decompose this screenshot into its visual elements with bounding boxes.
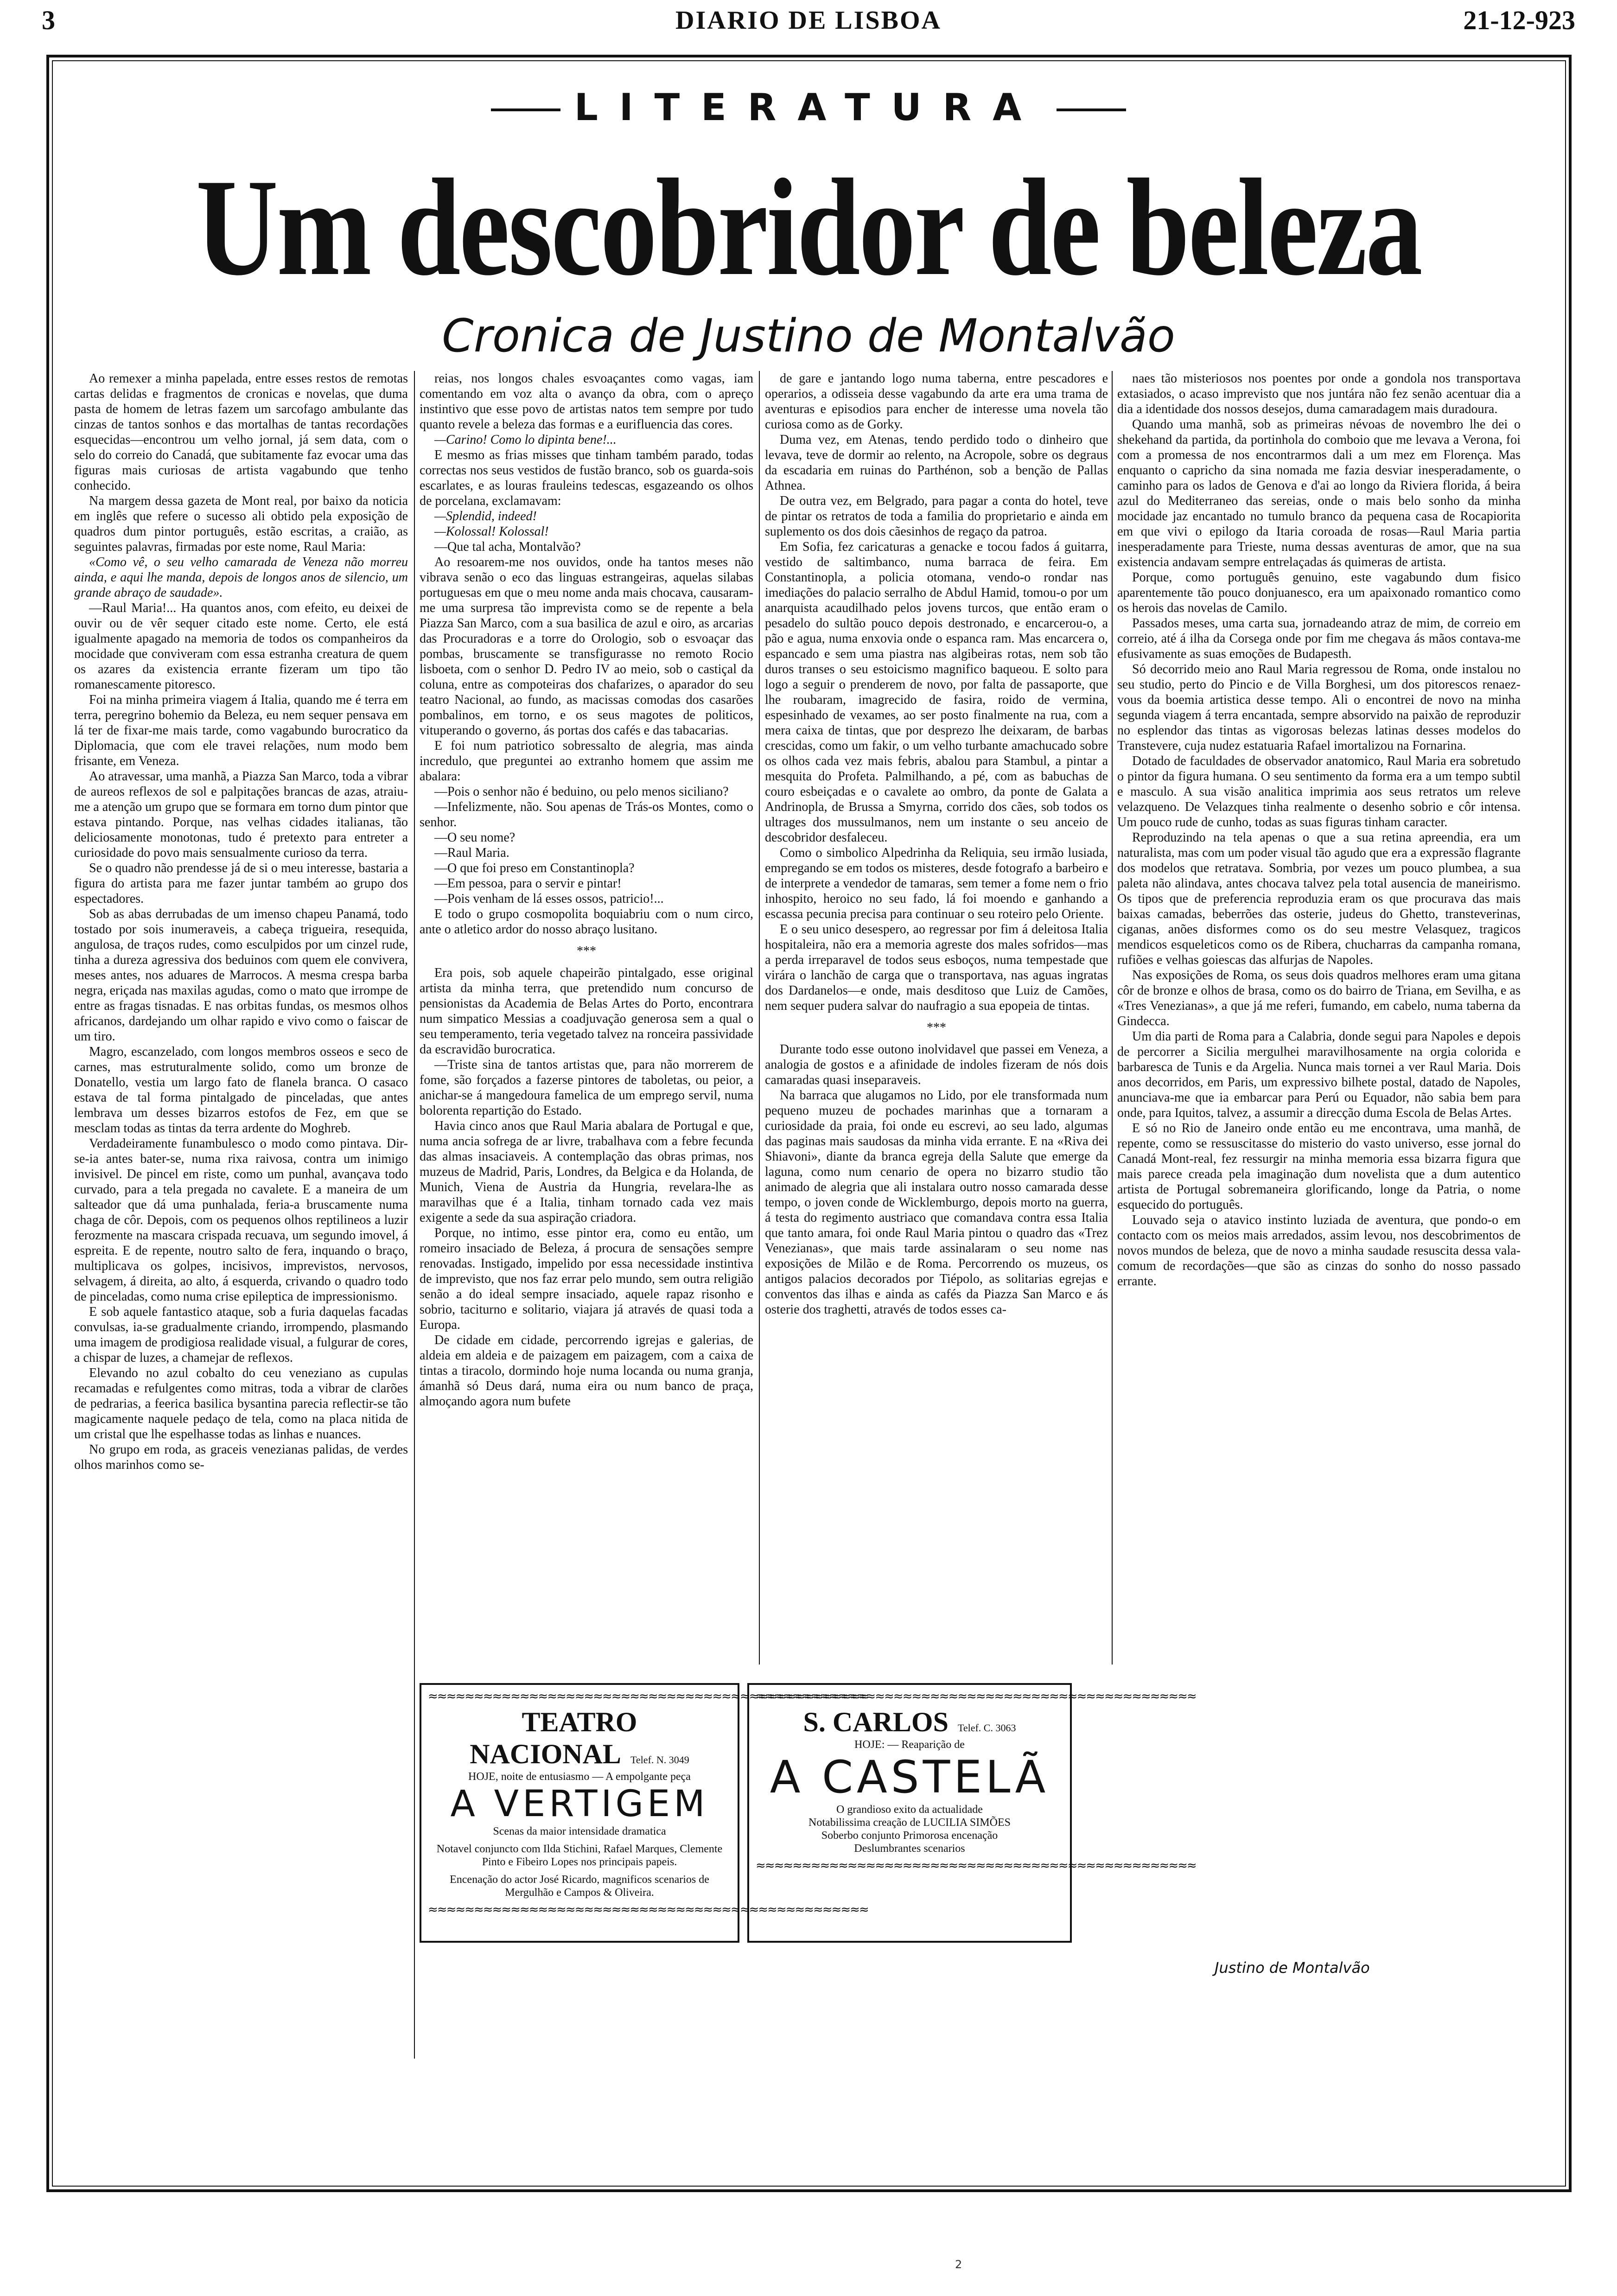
article-paragraph: —Raul Maria. xyxy=(434,846,509,860)
article-paragraph: —Kolossal! Kolossal! xyxy=(434,524,549,539)
article-paragraph: E o seu unico desespero, ao regressar por fim á deleitosa Italia hospitaleira, não era a memoria agreste dos males sofridos—mas a perda irreparavel de todos seus esboços, numa tempestade que virára o lanchão de carga que o transportava, nas aguas ingratas dos Dardanelos—e onde, mais desditoso que Luiz de Camões, nem sequer pudera salvar do naufragio a sua epopeia de tintas. xyxy=(765,922,1108,1013)
article-paragraph: Ao resoarem-me nos ouvidos, onde ha tantos meses não vibrava senão o eco das linguas estrangeiras, aquelas silabas portuguesas em que o meu nome anda mais chocava, causaram-me uma surpresa tão imprevista como se de repente a bela Piazza San Marco, com a sua basilica de azul e oiro, as arcarias das Procuradoras e a torre do Orologio, sob o esvoaçar das pombas, bruscamente se transfigurasse no remoto Rocio lisboeta, com o senhor D. Pedro IV ao meio, sob o castiçal da coluna, entre as compoteiras dos chafarizes, o aparador do seu teatro Nacional, ao fundo, as macissas comodas dos casarões pombalinos, em torno, e os seus magotes de politicos, vituperando o governo, ás portas dos cafés e das tabacarias. xyxy=(420,555,753,738)
article-paragraph: —Em pessoa, para o servir e pintar! xyxy=(434,876,622,891)
article-paragraph: reias, nos longos chales esvoaçantes como vagas, iam comentando em voz alta o avanço da obra, com o apreço instintivo que esse povo de artistas natos tem sempre por tudo quanto revele a beleza das formas e a eurifluencia das cores. xyxy=(420,371,753,432)
article-paragraph: —Pois o senhor não é beduino, ou pelo menos siciliano? xyxy=(434,784,729,799)
article-paragraph: Ao atravessar, uma manhã, a Piazza San Marco, toda a vibrar de aureos reflexos de sol e palpitações brancas de azas, atraiu-me a atenção um grupo que se formara em torno dum pintor que estava pintando. Porque, nas velhas cidades italianas, tão deliciosamente monotonas, tudo é pretexto para entreter a curiosidade do povo mais sensualmente curioso da terra. xyxy=(74,769,408,860)
ad-line: O grandioso exito da actualidade xyxy=(836,1804,983,1816)
column-rule xyxy=(759,371,760,1665)
article-paragraph: Só decorrido meio ano Raul Maria regressou de Roma, onde instalou no seu studio, perto do Pincio e de Villa Borghesi, um dos pitorescos renaez-vous da boemia artistica desse tempo. Ali o encontrei de novo na minha segunda viagem á terra encantada, sempre absorvido na paixão de reproduzir no esplendor das tintas as vigorosas belezas latinas desses modelos do Transtevere, cuja nudez estatuaria Rafael imortalizou na Fornarina. xyxy=(1117,662,1521,753)
article-paragraph: Elevando no azul cobalto do ceu veneziano as cupulas recamadas e refulgentes como mitras, toda a vibrar de clarões de pedrarias, a feerica basilica bysantina parecia reflectir-se tão magicamente naquele pedaço de tela, como na placa nitida de um cristal que lhe espelhasse todas as linhas e nuances. xyxy=(74,1366,408,1441)
article-paragraph: —Splendid, indeed! xyxy=(434,509,537,523)
ad-show-title: A CASTELÃ xyxy=(770,1751,1050,1803)
author-signature: Justino de Montalvão xyxy=(1215,1959,1370,1977)
article-paragraph: Foi na minha primeira viagem á Italia, quando me é terra em terra, peregrino bohemio da Beleza, eu nem sequer pensava em lá ter de fixar-me mais tarde, como vagabundo burocratico da Diplomacia, que com ele travei relações, num modo bem frisante, em Veneza. xyxy=(74,693,408,768)
section-break-stars: *** xyxy=(577,944,596,958)
ad-border-ornament: ≈≈≈≈≈≈≈≈≈≈≈≈≈≈≈≈≈≈≈≈≈≈≈≈≈≈≈≈≈≈≈≈≈≈≈≈≈≈≈≈≈≈≈≈≈≈≈≈ xyxy=(428,1903,868,1917)
article-paragraph: Havia cinco anos que Raul Maria abalara de Portugal e que, numa ancia sofrega de ar livre, trabalhava com a febre fecunda das almas insaciaveis. A contemplação das obras primas, nos muzeus de Madrid, Paris, Londres, da Belgica e da Holanda, de Munich, Viena de Austria da Hungria, revelara-lhe as maravilhas que é a Italia, tinham tornado cada vez mais exigente a sede da sua aspiração criadora. xyxy=(420,1119,753,1225)
article-paragraph: E foi num patriotico sobressalto de alegria, mas ainda incredulo, que preguntei ao extranho homem que assim me abalara: xyxy=(420,739,753,784)
ad-border-ornament: ≈≈≈≈≈≈≈≈≈≈≈≈≈≈≈≈≈≈≈≈≈≈≈≈≈≈≈≈≈≈≈≈≈≈≈≈≈≈≈≈≈≈≈≈≈≈≈≈ xyxy=(756,1690,1196,1703)
article-paragraph: Ao remexer a minha papelada, entre esses restos de remotas cartas delidas e fragmentos de cronicas e novelas, que duma pasta de homem de letras fazem um sarcofago ambulante das cinzas de tantos sonhos e das mortalhas de tantas recordações esquecidas—encontrou um velho jornal, já sem data, com o selo do correio do Canadá, que subitamente faz evocar uma das figuras mais curiosas de artista vagabundo que tenho conhecido. xyxy=(74,371,408,493)
article-column-3 xyxy=(765,371,1108,1665)
article-paragraph: Verdadeiramente funambulesco o modo como pintava. Dir-se-ia antes bater-se, numa rixa raivosa, contra um inimigo invisivel. De pincel em riste, como um punhal, avançava todo curvado, para a tela pregada no cavalete. E a maneira de um salteador que dá uma punhalada, feria-a bruscamente numa chaga de côr. Depois, com os pequenos olhos reptilineos a luzir ferozmente na mascara crispada recuava, um segundo imovel, á espreita. E de repente, noutro salto de fera, inquando o braço, multiplicava os golpes, incisivos, imprevistos, nervosos, selvagem, á direita, ao alto, á esquerda, crivando o quadro todo de pinceladas, como numa crise epileptica de impressionismo. xyxy=(74,1136,408,1304)
ad-telephone: Telef. C. 3063 xyxy=(957,1722,1016,1734)
article-paragraph: —Triste sina de tantos artistas que, para não morrerem de fome, são forçados a fazerse pintores de taboletas, ou peior, a anichar-se á mangedoura famelica de um emprego servil, numa bolorenta repartição do Estado. xyxy=(420,1058,753,1118)
article-paragraph: Durante todo esse outono inolvidavel que passei em Veneza, a analogia de gostos e a afinidade de indoles fizeram de nós dois camaradas quasi inseparaveis. xyxy=(765,1042,1108,1087)
article-paragraph: Passados meses, uma carta sua, jornadeando atraz de mim, de correio em correio, até á ilha da Corsega onde por fim me chegava ás mãos contava-me efusivamente as suas emoções de Budapesth. xyxy=(1117,616,1521,661)
ad-line: Soberbo conjunto Primorosa encenação xyxy=(821,1830,998,1842)
article-paragraph: —Que tal acha, Montalvão? xyxy=(434,540,581,554)
ad-theatre-name: TEATRO NACIONAL xyxy=(470,1707,637,1769)
article-paragraph: Nas exposições de Roma, os seus dois quadros melhores eram uma gitana côr de bronze e olhos de brasa, como os do bairro de Triana, em Sevilha, e as «Tres Venezianas», a que já me referi, fumando, em cabelo, numa taberna da Gindecca. xyxy=(1117,968,1521,1028)
ad-line: Deslumbrantes scenarios xyxy=(854,1843,965,1855)
article-subhead: Cronica de Justino de Montalvão xyxy=(442,310,1175,363)
ad-sao-carlos xyxy=(747,1683,1196,1943)
article-paragraph: Sob as abas derrubadas de um imenso chapeu Panamá, todo tostado por sois inumeraveis, a cabeça trigueira, resequida, angulosa, de traços rudes, como esculpidos por um cinzel rude, tinha a dureza agressiva dos beduinos com quem ele convivera, meses antes, nos aduares de Marrocos. A mesma crespa barba negra, eriçada nas maxilas agudas, como o mato que irrompe de entre as fragas tisnadas. E nas orbitas fundas, os mesmos olhos africanos, dardejando um olhar rapido e vivo como o faiscar de um tiro. xyxy=(74,907,408,1044)
article-column-1 xyxy=(74,371,408,2059)
article-paragraph: Na margem dessa gazeta de Mont real, por baixo da noticia em inglês que refere o sucesso ali obtido pela exposição de quadros dum pintor português, estão escritas, a craião, as seguintes palavras, firmadas por este nome, Raul Maria: xyxy=(74,494,408,554)
article-paragraph: De outra vez, em Belgrado, para pagar a conta do hotel, teve de pintar os retratos de toda a familia do proprietario e ainda em suplemento os dos dois cãesinhos de regaço da patroa. xyxy=(765,494,1108,539)
article-paragraph: —Raul Maria!... Ha quantos anos, com efeito, eu deixei de ouvir ou de vêr sequer citado este nome. Certo, ele está igualmente apagado na memoria de todos os companheiros da mocidade que conviveram com essa estranha creatura de quem os azares da existencia errante fizeram um tipo tão romanescamente pitoresco. xyxy=(74,601,408,692)
section-header xyxy=(0,86,1617,129)
ad-line: HOJE, noite de entusiasmo — A empolgante peça xyxy=(468,1771,691,1783)
section-break-stars: *** xyxy=(927,1020,946,1035)
article-paragraph: Em Sofia, fez caricaturas a genacke e tocou fados á guitarra, vestido de saltimbanco, numa barraca de feira. Em Constantinopla, a policia otomana, vendo-o rondar nas imediações do palacio serralho de Abdul Hamid, tomou-o por um anarquista acaudilhado pelos jovens turcos, que então eram o pesadelo do sultão pouco depois destronado, e encarcerou-o, a pão e agua, numa enxovia onde o espanca ram. Mas encarcera o, espancado e sem uma piastra nas algibeiras rotas, nem sob tão duros transes o seu estoicismo magnifico baqueou. E solto para logo a seguir o prenderem de novo, por falta de passaporte, que lhe roubaram, imagrecido de fasira, roido de vermina, espesinhado de vexames, ao ser posto finalmente na rua, com a mera caixa de tintas, que por desprezo lhe deixaram, de barbas crescidas, como um fakir, o um velho turbante amachucado sobre os olhos cada vez mais febris, abalou para Stambul, a pintar a mesquita do Profeta. Palmilhando, a pé, com as babuchas de couro esbeiçadas e o cavalete ao ombro, da ponte de Galata a Andrinopla, de Brussa a Smyrna, corrido dos cães, sob todos os ultrages dos mussulmanos, nem um instante o seu anceio de descobridor desfaleceu. xyxy=(765,540,1108,845)
article-paragraph: Porque, no intimo, esse pintor era, como eu então, um romeiro insaciado de Beleza, á procura de sensações sempre renovadas. Instigado, impelido por essa necessidade instintiva de imprevisto, que nos faz errar pelo mundo, sem outra religião senão a do ideal sempre insaciado, aquele rapaz risonho e sobrio, taciturno e solitario, viajara já através de quasi toda a Europa. xyxy=(420,1226,753,1332)
page-number: 3 xyxy=(42,5,55,35)
article-paragraph: E mesmo as frias misses que tinham também parado, todas correctas nos seus vestidos de fustão branco, sob os guarda-sois escarlates, e as louras frauleins tedescas, esgazeando os olhos de porcelana, exclamavam: xyxy=(420,448,753,508)
ad-line: Notavel conjuncto com Ilda Stichini, Rafael Marques, Clemente Pinto e Fibeiro Lopes nos principais papeis. xyxy=(436,1843,723,1868)
article-paragraph: —Carino! Como lo dipinta bene!... xyxy=(434,433,617,447)
section-rule-left xyxy=(491,108,560,111)
ad-teatro-nacional xyxy=(420,1683,868,1943)
article-paragraph: —Infelizmente, não. Sou apenas de Trás-os Montes, como o senhor. xyxy=(420,800,753,829)
article-paragraph: «Como vê, o seu velho camarada de Veneza não morreu ainda, e aqui lhe manda, depois de longos anos de silencio, um grande abraço de saudade». xyxy=(74,555,408,600)
ad-line: Notabilissima creação de LUCILIA SIMÕES xyxy=(808,1817,1011,1829)
article-paragraph: No grupo em roda, as graceis venezianas palidas, de verdes olhos marinhos como se- xyxy=(74,1442,408,1472)
article-paragraph: naes tão misteriosos nos poentes por onde a gondola nos transportava extasiados, o acaso imprevisto que nos juntára não fez senão acentuar dia a dia a identidade dos nossos desejos, duma camaradagem mais duradoura. xyxy=(1117,371,1521,416)
ad-telephone: Telef. N. 3049 xyxy=(630,1754,689,1766)
article-paragraph: Louvado seja o atavico instinto luziada de aventura, que pondo-o em contacto com os meios mais arredados, assim levou, nos descobrimentos de novos mundos de beleza, que de novo a minha saudade resuscita dessa vala-comum de recordações—que são as cinzas do sonho do nosso passado errante. xyxy=(1117,1213,1521,1288)
ad-line: HOJE: — Reaparição de xyxy=(854,1739,965,1751)
page-footer-mark: 2 xyxy=(955,2258,962,2271)
article-paragraph: Era pois, sob aquele chapeirão pintalgado, esse original artista da minha terra, que pretendido num concurso de pensionistas da Academia de Belas Artes do Porto, encontrara num simpatico Messias a coadjuvação generosa sem a qual o seu temperamento, teria vegetado talvez na ronceira passividade da escravidão burocratica. xyxy=(420,966,753,1057)
issue-date: 21-12-923 xyxy=(1463,5,1575,35)
article-paragraph: —O seu nome? xyxy=(434,830,516,845)
article-paragraph: E só no Rio de Janeiro onde então eu me encontrava, uma manhã, de repente, como se ressuscitasse do misterio do vasto universo, esse jornal do Canadá Mont-real, fez ressurgir na minha memoria essa bizarra figura que mais parece creada pela imaginação dum novelista que a dum autentico artista de Portugal sobremaneira glorificando, longe da Patria, o nome esquecido do português. xyxy=(1117,1121,1521,1212)
article-paragraph: —Pois venham de lá esses ossos, patricio!... xyxy=(434,892,664,906)
article-headline: Um descobridor de beleza xyxy=(196,150,1421,304)
ad-show-title: A VERTIGEM xyxy=(450,1783,709,1825)
ad-border-ornament: ≈≈≈≈≈≈≈≈≈≈≈≈≈≈≈≈≈≈≈≈≈≈≈≈≈≈≈≈≈≈≈≈≈≈≈≈≈≈≈≈≈≈≈≈≈≈≈≈ xyxy=(756,1859,1196,1873)
article-paragraph: Porque, como português genuino, este vagabundo dum fisico aparentemente tão pouco donjuanesco, era um apaixonado romantico como os herois das novelas de Camilo. xyxy=(1117,570,1521,615)
ad-border-ornament: ≈≈≈≈≈≈≈≈≈≈≈≈≈≈≈≈≈≈≈≈≈≈≈≈≈≈≈≈≈≈≈≈≈≈≈≈≈≈≈≈≈≈≈≈≈≈≈≈ xyxy=(428,1690,868,1703)
article-paragraph: E todo o grupo cosmopolita boquiabriu com o num circo, ante o atletico ardor do nosso abraço lusitano. xyxy=(420,907,753,937)
article-paragraph: Como o simbolico Alpedrinha da Reliquia, seu irmão lusiada, empregando se em todos os misteres, desde fotografo a barbeiro e de interprete a vendedor de tamaras, sem temer a fome nem o frio inhospito, heroico no seu fado, lá foi moendo e ganhando a escassa pecunia precisa para continuar o seu roteiro pelo Oriente. xyxy=(765,846,1108,921)
article-paragraph: Na barraca que alugamos no Lido, por ele transformada num pequeno muzeu de pochades marinhas que a tornaram a curiosidade da praia, foi onde eu escrevi, ao seu lado, algumas das paginas mais saudosas da minha vida errante. E na «Riva dei Shiavoni», diante da branca egreja della Salute que emerge da laguna, como num cenario de opera no bizarro studio tão animado de alegria que ali instalara outro nosso camarada desse tempo, o joven conde de Wicklemburgo, depois morto na guerra, á testa do regimento austriaco que comandava contra essa Italia que tanto amara, foi onde Raul Maria pintou o quadro das «Trez Venezianas», que mais tarde assinalaram o seu nome nas exposições de Milão e de Roma. Percorrendo os muzeus, os antigos palacios decorados por Tiépolo, as solitarias egrejas e conventos das ilhas e ainda as cafés da Piazza San Marco e ás osterie dos traghetti, através de todos esses ca- xyxy=(765,1088,1108,1317)
article-paragraph: Quando uma manhã, sob as primeiras névoas de novembro lhe dei o shekehand da partida, da portinhola do comboio que me levava a Verona, foi com a promessa de nos encontrarmos dali a um mez em Florença. Mas enquanto o capricho da sina nomada me fazia desviar inesperadamente, o caminho para os lados de Genova e d'ai ao longo da Riviera florida, á beira azul do Mediterraneo das sereias, onde o mais belo sonho da minha mocidade jaz encantado no tumulo branco da pequena casa de Rocapiorita em que vivi o epilogo da Itaria coroada de rosas—Raul Maria partia inesperadamente para Trieste, numa dessas aventuras de amor, que na sua existencia andavam sempre entrelaçadas ás quimeras de artista. xyxy=(1117,417,1521,569)
article-paragraph: De cidade em cidade, percorrendo igrejas e galerias, de aldeia em aldeia e de paizagem em paizagem, com a caixa de tintas a tiracolo, dormindo hoje numa locanda ou numa granja, ámanhã só Deus dará, numa eira ou num banco de praça, almoçando agora num bufete xyxy=(420,1333,753,1409)
column-rule xyxy=(1112,371,1113,1665)
section-rule-right xyxy=(1057,108,1126,111)
article-paragraph: —O que foi preso em Constantinopla? xyxy=(434,861,635,875)
article-paragraph: Magro, escanzelado, com longos membros osseos e seco de carnes, mas estruturalmente solido, como um bronze de Donatello, vestia um largo fato de flanela branca. O casaco estava de tal forma pintalgado de pinceladas, que antes lembrava um desses bizarros estofos de Fez, em que se mesclam todas as tintas da terra ardente do Moghreb. xyxy=(74,1045,408,1135)
article-paragraph: E sob aquele fantastico ataque, sob a furia daquelas facadas convulsas, ia-se gradualmente criando, irrompendo, plasmando uma imagem de prodigiosa realidade visual, a fulgurar de cores, a chispar de luzes, a chamejar de reflexos. xyxy=(74,1305,408,1365)
ad-line: Encenação do actor José Ricardo, magnificos scenarios de Mergulhão e Campos & Oliveira. xyxy=(450,1874,709,1899)
ad-theatre-name: S. CARLOS xyxy=(803,1707,949,1737)
section-label: LITERATURA xyxy=(574,86,1043,129)
article-paragraph: Um dia parti de Roma para a Calabria, donde segui para Napoles e depois de percorrer a Sicilia mergulhei maravilhosamente na orgia colorida e barbaresca de Tunis e da Argelia. Nunca mais tornei a ver Raul Maria. Dois anos decorridos, em Paris, um expressivo bilhete postal, datado de Napoles, anunciava-me que ia embarcar para Perú ou Equador, não sabia bem para onde, para Iquitos, talvez, a assumir a direcção duma Escola de Belas Artes. xyxy=(1117,1029,1521,1120)
article-paragraph: Duma vez, em Atenas, tendo perdido todo o dinheiro que levava, teve de dormir ao relento, na Acropole, sobre os degraus da escadaria em ruinas do Parthénon, sob a benção de Pallas Athnea. xyxy=(765,433,1108,493)
article-column-2 xyxy=(420,371,753,1665)
newspaper-title: DIARIO DE LISBOA xyxy=(675,6,942,35)
column-rule xyxy=(414,371,415,2059)
article-paragraph: Reproduzindo na tela apenas o que a sua retina apreendia, era um naturalista, mas com um poder visual tão agudo que era a expressão flagrante dos modelos que retratava. Sombria, por vezes um pouco plumbea, a sua paleta não alindava, antes chocava talvez pela total ausencia de maneirismo. Os tipos que de preferencia reproduzia eram os que procurava das mais baixas camadas, beberrões das osterie, judeus do Ghetto, transteverinas, ciganas, anões disformes como os do seu mestre Velasquez, tragicos mendicos esqueleticos como os de Ribera, chucharras da campanha romana, rufiões e velhas goiescas das alfurjas de Napoles. xyxy=(1117,830,1521,967)
article-paragraph: Dotado de faculdades de observador anatomico, Raul Maria era sobretudo o pintor da figura humana. O seu sentimento da forma era a um tempo subtil e masculo. A sua visão analitica imprimia aos seus retratos um releve velazqueno. De Velazques tinha realmente o desenho sobrio e côr intensa. Um pouco rude de cunho, todas as suas figuras tinham caracter. xyxy=(1117,754,1521,829)
article-paragraph: de gare e jantando logo numa taberna, entre pescadores e operarios, a odisseia desse vagabundo da arte era uma trama de aventuras e episodios para encher de interesse uma novela tão curiosa como as de Gorky. xyxy=(765,371,1108,432)
ad-line: Scenas da maior intensidade dramatica xyxy=(493,1825,666,1837)
article-paragraph: Se o quadro não prendesse já de si o meu interesse, bastaria a figura do artista para me fazer juntar também ao grupo dos espectadores. xyxy=(74,861,408,906)
masthead xyxy=(0,0,1617,51)
